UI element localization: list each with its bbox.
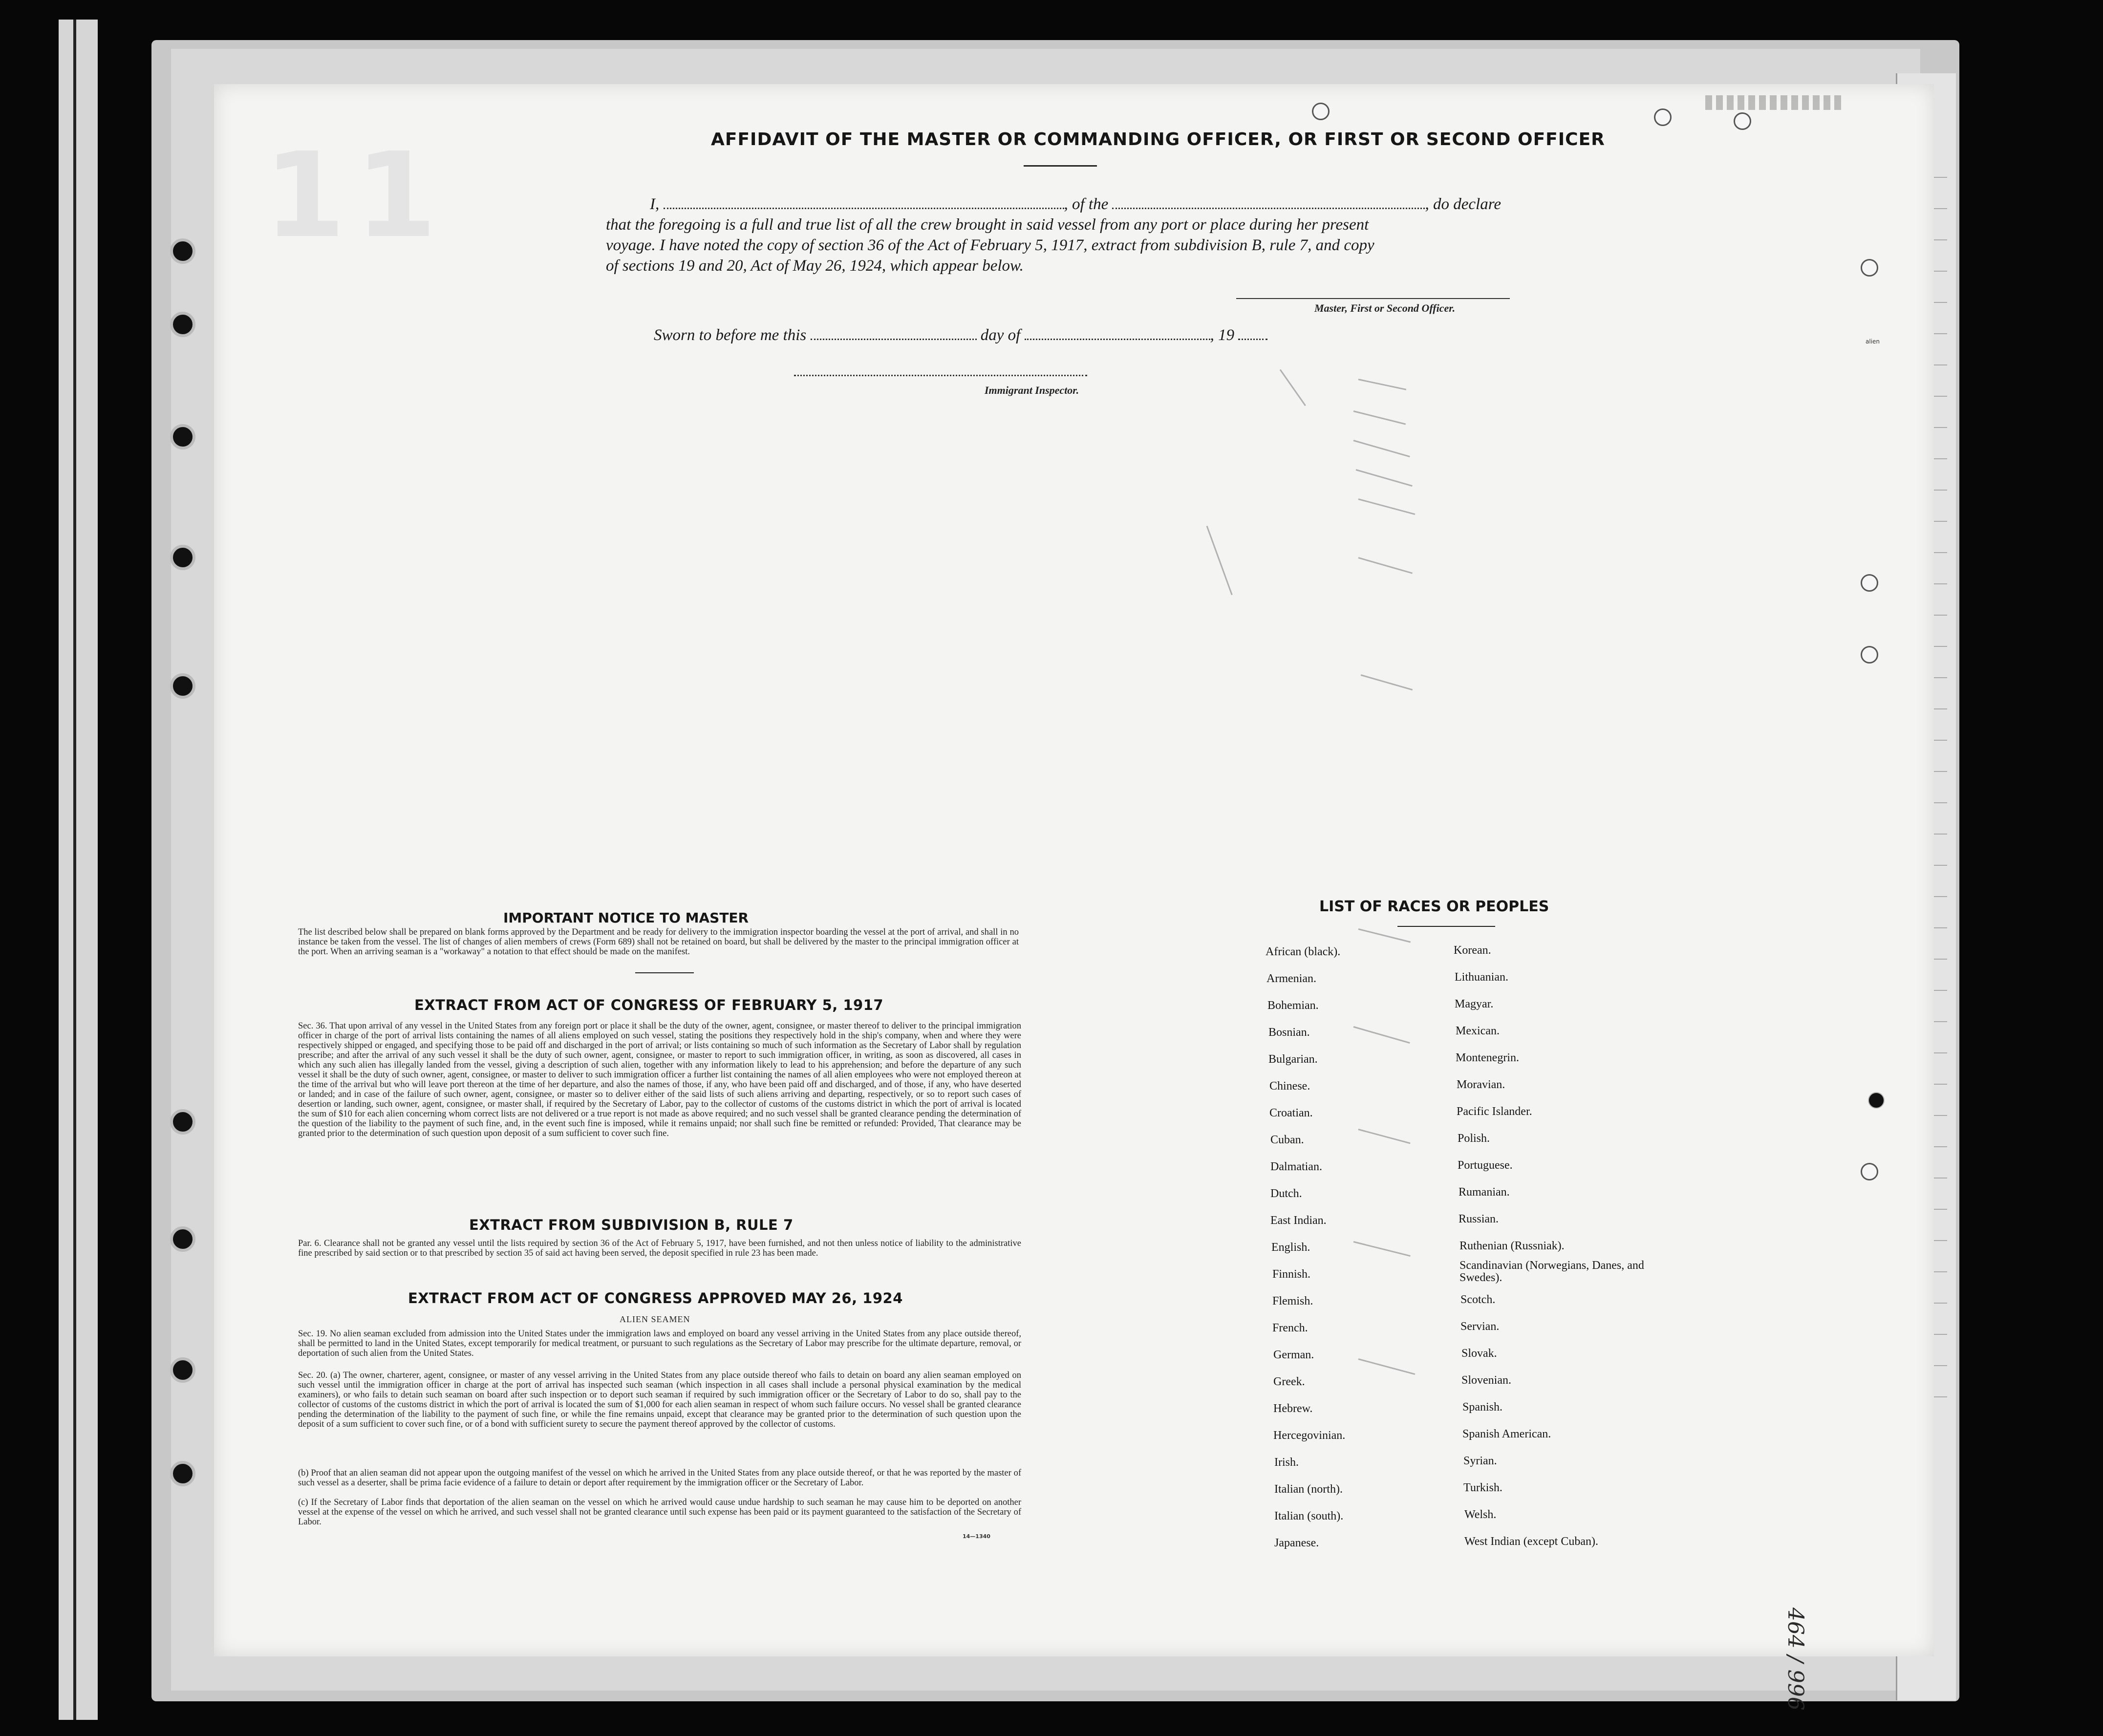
sworn-day-of-label: day of: [980, 326, 1021, 344]
race-item: Turkish.: [1463, 1481, 1502, 1494]
punch-hole: [1734, 112, 1751, 130]
races-title-rule: [1397, 926, 1495, 927]
race-item: English.: [1271, 1241, 1310, 1254]
race-item: Croatian.: [1269, 1107, 1313, 1119]
race-item: Lithuanian.: [1455, 971, 1508, 984]
race-item: Polish.: [1458, 1132, 1490, 1145]
race-item: Russian.: [1459, 1213, 1499, 1225]
binding-hole: [170, 1357, 195, 1383]
punch-hole: [1312, 103, 1330, 120]
punch-hole: [1868, 1092, 1885, 1109]
race-item: Bosnian.: [1268, 1026, 1310, 1039]
notice-body: The list described below shall be prepared on blank forms approved by the Department and be ready for delivery to the immigration inspector boarding the vessel at the port of arrival, and shall in no instance be taken from the vessel. The list of changes of alien members of crews (Form 689) shall not be retained on board, but shall be delivered by the master to the principal immigration officer at the port. When an arriving seaman is a "workaway" a notation to that effect should be made on the manifest.: [298, 927, 1019, 957]
binding-hole: [170, 1226, 195, 1252]
master-signature-line: [1236, 298, 1510, 299]
race-item: Spanish.: [1462, 1401, 1503, 1414]
binding-hole: [170, 238, 195, 264]
punch-hole: [1654, 108, 1672, 126]
right-page-tab-text: alien: [1866, 338, 1880, 345]
affidavit-title: AFFIDAVIT OF THE MASTER OR COMMANDING OFFICER, OR FIRST OR SECOND OFFICER: [711, 129, 1605, 150]
race-item: West Indian (except Cuban).: [1464, 1535, 1598, 1548]
race-item: Servian.: [1460, 1320, 1500, 1333]
affidavit-line-2: that the foregoing is a full and true list of all the crew brought in said vessel from any port or place during her present: [606, 216, 1369, 234]
race-item: Moravian.: [1457, 1078, 1505, 1091]
extract-rule7-title: EXTRACT FROM SUBDIVISION B, RULE 7: [469, 1217, 794, 1233]
name-blank: [664, 207, 1064, 209]
race-item: Welsh.: [1464, 1508, 1497, 1521]
punch-hole: [1861, 1163, 1878, 1180]
affidavit-line-4: of sections 19 and 20, Act of May 26, 1924, which appear below.: [606, 257, 1024, 275]
race-item: Magyar.: [1455, 998, 1494, 1010]
binding-hole: [170, 424, 195, 450]
race-item: Greek.: [1273, 1375, 1305, 1388]
handwritten-page-number: 464 / 996: [1783, 1607, 1808, 1711]
race-item: African (black).: [1266, 945, 1341, 958]
race-item: Korean.: [1454, 944, 1491, 957]
affidavit-line-3: voyage. I have noted the copy of section 36 of the Act of February 5, 1917, extract from subdivision B, rule 7, and copy: [606, 236, 1374, 254]
race-item: Dutch.: [1270, 1187, 1302, 1200]
affidavit-of-the-label: , of the: [1064, 195, 1109, 213]
punch-hole: [1861, 259, 1878, 277]
extract-1924-sec20c: (c) If the Secretary of Labor finds that deportation of the alien seaman on the vessel on which he arrived would cause undue hardship to such seaman he may cause him to be deported on another vessel at the expense of the vessel on which he arrived, and such vessel shall not be granted clearance until such expense has been paid or its payment guaranteed to the satisfaction of the Secretary of Labor.: [298, 1498, 1021, 1527]
left-binding-strip: [59, 20, 98, 1720]
affidavit-line-1: [650, 195, 1501, 214]
stamp-bleed-through: [1705, 95, 1842, 110]
race-item: East Indian.: [1270, 1214, 1327, 1227]
race-item: Dalmatian.: [1270, 1160, 1322, 1173]
affidavit-title-rule: [1024, 165, 1097, 167]
race-item: Chinese.: [1269, 1080, 1310, 1093]
binding-hole: [170, 1461, 195, 1486]
race-item: Spanish American.: [1462, 1428, 1551, 1440]
master-signature-caption: Master, First or Second Officer.: [1314, 302, 1456, 314]
race-item: Irish.: [1274, 1456, 1299, 1469]
race-item: German.: [1273, 1349, 1314, 1361]
sworn-before-label: Sworn to before me this: [654, 326, 807, 344]
left-binding-edge: [73, 20, 76, 1720]
binding-hole: [170, 673, 195, 699]
race-item: Italian (south).: [1274, 1510, 1344, 1522]
vessel-blank: [1112, 207, 1425, 209]
punch-hole: [1861, 574, 1878, 592]
race-item: Montenegrin.: [1456, 1051, 1519, 1064]
day-number-blank: [811, 338, 977, 340]
race-item: Slovak.: [1461, 1347, 1497, 1360]
affidavit-do-declare-label: , do declare: [1425, 195, 1501, 213]
extract-1924-subtitle: ALIEN SEAMEN: [620, 1314, 690, 1324]
binding-hole: [170, 545, 195, 570]
race-item: Hebrew.: [1273, 1402, 1313, 1415]
race-item: Bulgarian.: [1268, 1053, 1318, 1066]
race-item: Finnish.: [1272, 1268, 1311, 1281]
month-blank: [1025, 338, 1210, 340]
race-item: Scotch.: [1460, 1293, 1496, 1306]
race-item: Armenian.: [1266, 972, 1316, 985]
affidavit-i-label: I,: [650, 195, 660, 213]
race-item: Slovenian.: [1461, 1374, 1511, 1387]
binding-hole: [170, 1109, 195, 1135]
sworn-line: [654, 326, 1267, 344]
race-item: Syrian.: [1463, 1455, 1497, 1467]
race-item: Flemish.: [1272, 1295, 1313, 1307]
race-item: Pacific Islander.: [1457, 1105, 1532, 1118]
binding-hole: [170, 312, 195, 337]
race-item: Hercegovinian.: [1273, 1429, 1346, 1442]
extract-1924-sec20a: Sec. 20. (a) The owner, charterer, agent, consignee, or master of any vessel arriving in the United States from any place outside thereof who fails to detain on board any alien seaman employed on such vessel until the immigration officer in charge at the port of arrival has inspected such seaman (which inspection in all cases shall include a personal physical examination by the medical examiners), or who fails to detain such seaman on board after such inspection or to deport such seaman if required by such immigration officer or the Secretary of Labor to do so, shall pay to the collector of customs of the customs district in which the port of arrival is located the sum of $1,000 for each alien seaman in respect of whom such failure occurs. No vessel shall be granted clearance pending the determination of the liability to the payment of such fine, or while the fine remains unpaid, except that clearance may be granted prior to the determination of such question upon the deposit of a sum sufficient to cover such fine, or of a bond with sufficient surety to secure the payment thereof approved by the collector of customs.: [298, 1371, 1021, 1429]
sworn-year-label: , 19: [1210, 326, 1235, 344]
form-number: 14—1340: [963, 1533, 990, 1540]
race-item: Bohemian.: [1267, 999, 1319, 1012]
extract-1924-sec19: Sec. 19. No alien seaman excluded from admission into the United States under the immigration laws and employed on board any vessel arriving in the United States from any place outside thereof, shall be permitted to land in the United States, except temporarily for medical treatment, or pursuant to such regulations as the Secretary of Labor may prescribe for the ultimate departure, removal, or deportation of such alien from the United States.: [298, 1329, 1021, 1358]
extract-1924-sec20b: (b) Proof that an alien seaman did not appear upon the outgoing manifest of the vessel on which he arrived in the United States from any place outside thereof, or that he was reported by the master of such vessel as a deserter, shall be prima facie evidence of a failure to detain or deport after requirement by the immigration officer or the Secretary of Labor.: [298, 1468, 1021, 1488]
extract-rule7-body: Par. 6. Clearance shall not be granted any vessel until the lists required by section 36 of the Act of February 5, 1917, have been furnished, and not then unless notice of liability to the administrative fine prescribed by said section or to that prescribed by section 35 of said act having been served, the deposit specified in rule 23 has been made.: [298, 1239, 1021, 1258]
race-item: Cuban.: [1270, 1134, 1304, 1146]
race-item: French.: [1272, 1322, 1308, 1334]
inspector-signature-line: [794, 374, 1087, 376]
race-item: Mexican.: [1456, 1025, 1500, 1037]
punch-hole: [1861, 646, 1878, 664]
race-item: Rumanian.: [1459, 1186, 1510, 1199]
bleed-through-marks: 11: [264, 127, 447, 264]
race-item: Japanese.: [1274, 1537, 1319, 1549]
extract-1917-body: Sec. 36. That upon arrival of any vessel in the United States from any foreign port or place it shall be the duty of the owner, agent, consignee, or master thereof to deliver to the principal immigration officer in charge of the port of arrival lists containing the names of all aliens employed on such vessel, stating the positions they respectively hold in the ship's company, when and where they were respectively shipped or engaged, and specifying those to be paid off and discharged in the port of arrival; or lists containing so much of such information as the Secretary of Labor shall by regulation prescribe; and after the arrival of any such vessel it shall be the duty of such owner, agent, consignee, or master to report to such immigration officer, in writing, as soon as discovered, all cases in which any such alien has illegally landed from the vessel, giving a description of such alien, together with any information likely to lead to his apprehension; and before the departure of any such vessel it shall be the duty of such owner, agent, consignee, or master to deliver to such immigration officer a further list containing the names of all alien employees who were not employed thereon at the time of the arrival but who will leave port thereon at the time of her departure, and also the names of those, if any, who have been paid off and discharged, and of those, if any, who have deserted or landed; and in case of the failure of such owner, agent, consignee, or master so to deliver either of the said lists of such aliens arriving and departing, respectively, or so to report such cases of desertion or landing, such owner, agent, consignee, or master shall, if required by the Secretary of Labor, pay to the collector of customs of the customs district in which the port of arrival is located the sum of $10 for each alien concerning whom correct lists are not delivered or a true report is not made as above required; and no such vessel shall be granted clearance pending the determination of the question of the liability to the payment of such fine, and, in the event such fine is imposed, while it remains unpaid; nor shall such fine be remitted or refunded: Provided, That clearance may be granted prior to the determination of such question upon deposit of a sum sufficient to cover such fine.: [298, 1021, 1021, 1138]
race-item: Ruthenian (Russniak).: [1459, 1240, 1565, 1252]
notice-rule: [635, 972, 694, 973]
notice-title: IMPORTANT NOTICE TO MASTER: [503, 910, 749, 926]
race-item: Italian (north).: [1274, 1483, 1343, 1496]
year-blank: [1238, 338, 1267, 340]
extract-1917-title: EXTRACT FROM ACT OF CONGRESS OF FEBRUARY 5, 1917: [414, 997, 884, 1013]
inspector-caption: Immigrant Inspector.: [985, 384, 1079, 396]
races-title: LIST OF RACES OR PEOPLES: [1319, 898, 1549, 915]
extract-1924-title: EXTRACT FROM ACT OF CONGRESS APPROVED MAY 26, 1924: [408, 1290, 903, 1307]
race-item: Portuguese.: [1458, 1159, 1513, 1172]
race-item: Scandinavian (Norwegians, Danes, and Swedes).: [1459, 1259, 1644, 1284]
